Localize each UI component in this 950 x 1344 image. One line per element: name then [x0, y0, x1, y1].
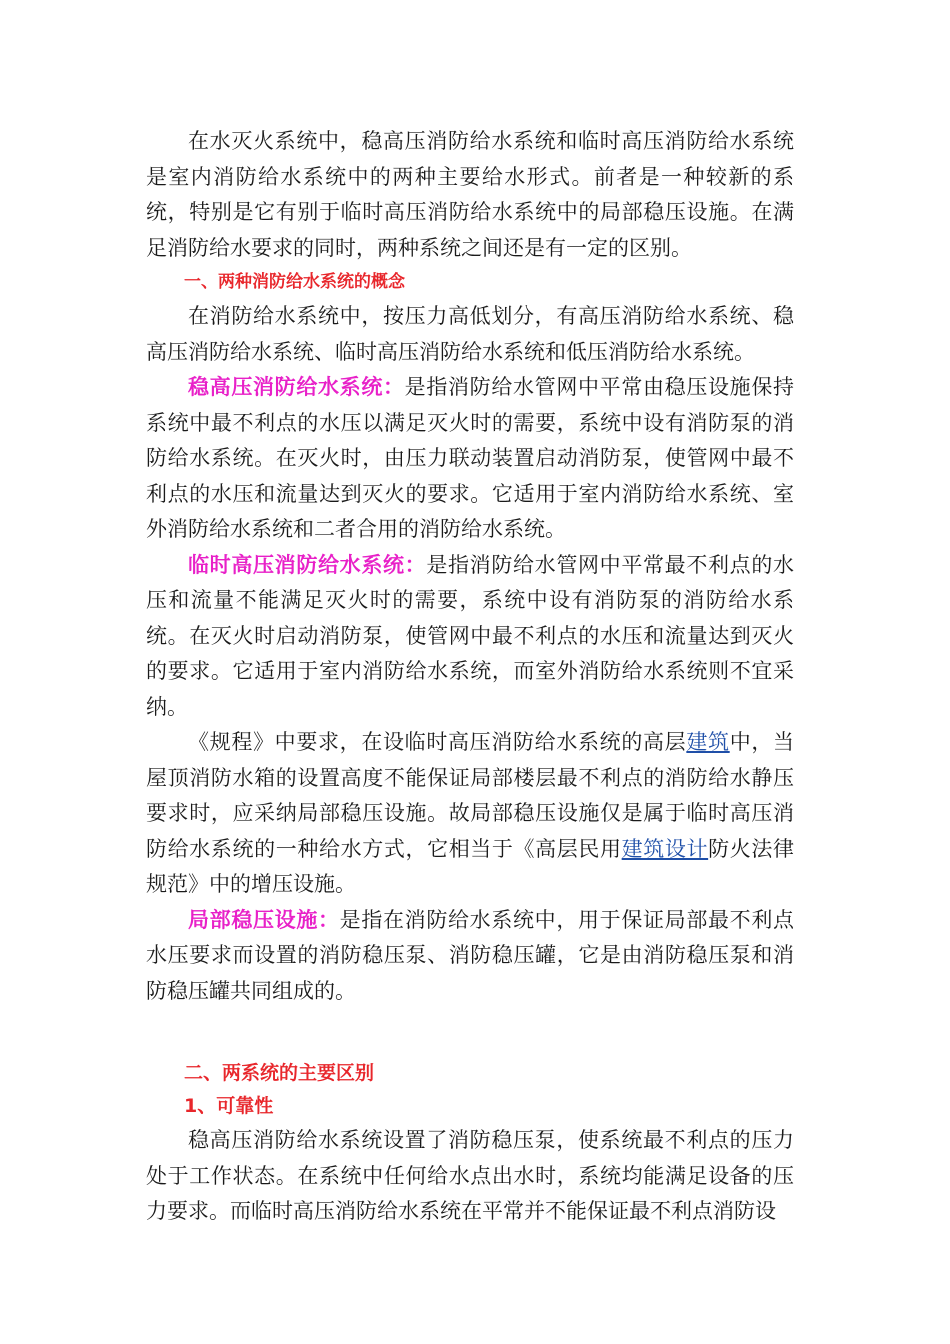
pressure-classification-paragraph: 在消防给水系统中，按压力高低划分，有高压消防给水系统、稳高压消防给水系统、临时高压消防给水系统和低压消防给水系统。: [146, 304, 794, 364]
regulation-text-part-3: 防火法律规范》中的增压设施。: [146, 836, 795, 896]
reliability-subheading: 1、可靠性: [184, 1095, 274, 1117]
intro-paragraph: 在水灭火系统中，稳高压消防给水系统和临时高压消防给水系统是室内消防给水系统中的两种主要给水形式。前者是一种较新的系统，特别是它有别于临时高压消防给水系统中的局部稳压设施。在满足消防给水要求的同时，两种系统之间还是有一定的区别。: [146, 129, 794, 260]
stable-high-pressure-term: 稳高压消防给水系统：: [188, 375, 405, 399]
building-link[interactable]: 建筑: [686, 730, 730, 754]
temporary-high-pressure-term: 临时高压消防给水系统：: [188, 552, 427, 577]
building-design-link[interactable]: 建筑设计: [621, 836, 709, 861]
regulation-text-part-2: 中，当屋顶消防水箱的设置高度不能保证局部楼层最不利点的消防给水静压要求时，应采纳局部稳压设施。故局部稳压设施仅是属于临时高压消防给水系统的一种给水方式，它相当于《高层民用: [146, 730, 795, 861]
regulation-paragraph: [146, 725, 794, 903]
section-2-heading: 二、两系统的主要区别: [184, 1062, 375, 1084]
local-stabilizing-definition: [146, 903, 794, 1010]
reliability-paragraph: 稳高压消防给水系统设置了消防稳压泵，使系统最不利点的压力处于工作状态。在系统中任何给水点出水时，系统均能满足设备的压力要求。而临时高压消防给水系统在平常并不能保证最不利点消防设: [146, 1128, 794, 1223]
stable-high-pressure-definition: [146, 370, 794, 548]
regulation-text-part-1: 《规程》中要求，在设临时高压消防给水系统的高层: [188, 730, 687, 754]
local-stabilizing-term: 局部稳压设施：: [188, 907, 340, 932]
document-body: [146, 124, 794, 1230]
section-1-heading: 一、两种消防给水系统的概念: [184, 272, 405, 292]
temporary-high-pressure-text: 是指消防给水管网中平常最不利点的水压和流量不能满足灭火时的需要，系统中设有消防泵的消防给水系统。在灭火时启动消防泵，使管网中最不利点的水压和流量达到灭火的要求。它适用于室内消防给水系统，而室外消防给水系统则不宜采纳。: [146, 552, 795, 719]
local-stabilizing-text: 是指在消防给水系统中，用于保证局部最不利点水压要求而设置的消防稳压泵、消防稳压罐，它是由消防稳压泵和消防稳压罐共同组成的。: [146, 907, 795, 1003]
temporary-high-pressure-definition: [146, 548, 794, 726]
stable-high-pressure-text: 是指消防给水管网中平常由稳压设施保持系统中最不利点的水压以满足灭火时的需要，系统中设有消防泵的消防给水系统。在灭火时，由压力联动装置启动消防泵，使管网中最不利点的水压和流量达到灭火的要求。它适用于室内消防给水系统、室外消防给水系统和二者合用的消防给水系统。: [146, 375, 795, 541]
